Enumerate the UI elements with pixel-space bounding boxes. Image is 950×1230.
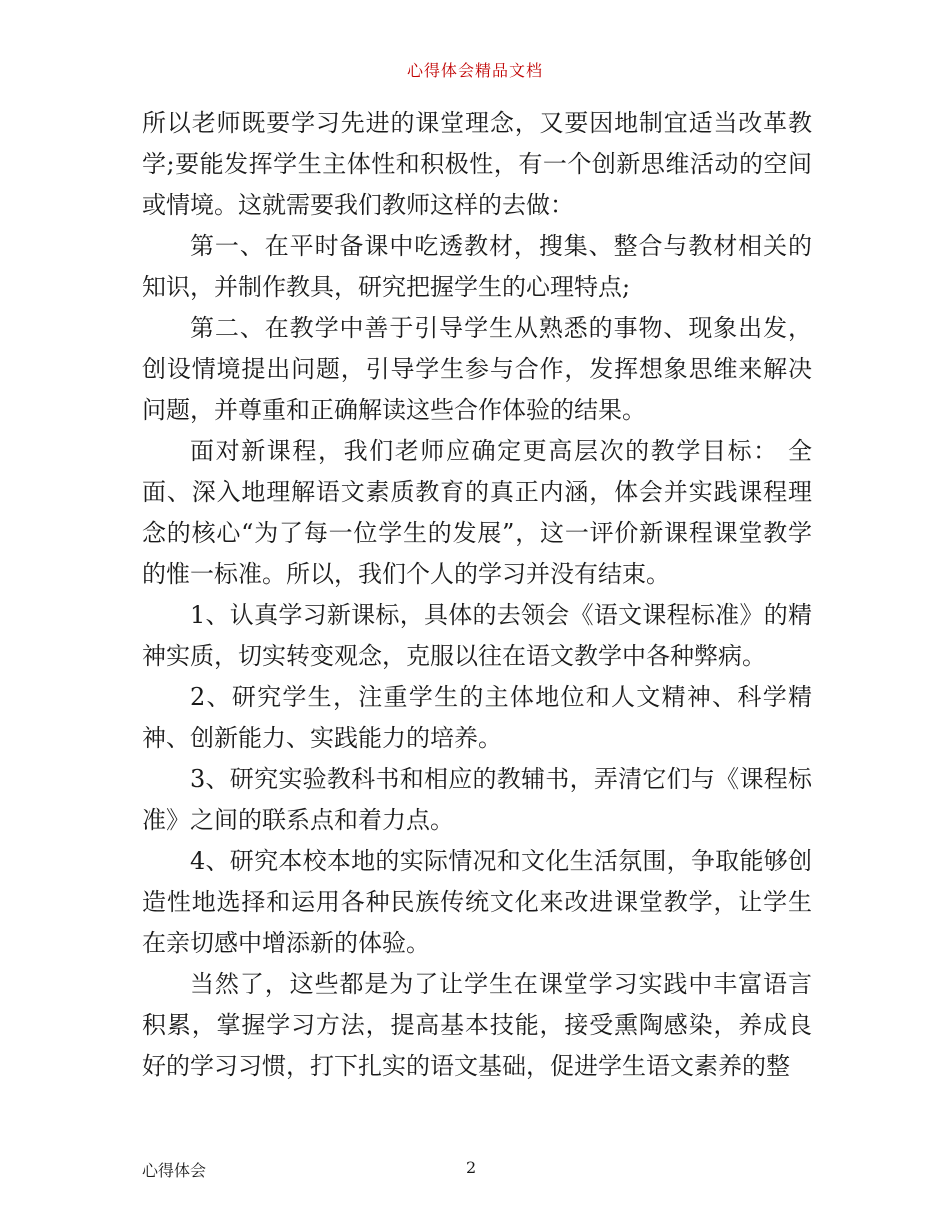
- paragraph: 当然了，这些都是为了让学生在课堂学习实践中丰富语言积累，掌握学习方法，提高基本技能，接受熏陶感染，养成良好的学习习惯，打下扎实的语文基础，促进学生语文素养的整: [142, 970, 812, 1080]
- document-body: [142, 103, 812, 1087]
- footer-label: 心得体会: [142, 1161, 207, 1180]
- page-number: 2: [466, 1158, 477, 1177]
- paragraph: 第二、在教学中善于引导学生从熟悉的事物、现象出发，创设情境提出问题，引导学生参与合作，发挥想象思维来解决问题，并尊重和正确解读这些合作体验的结果。: [142, 314, 812, 424]
- page-header-title: 心得体会精品文档: [406, 61, 543, 80]
- paragraph: 所以老师既要学习先进的课堂理念，又要因地制宜适当改革教学;要能发挥学生主体性和积极性，有一个创新思维活动的空间或情境。这就需要我们教师这样的去做：: [142, 109, 812, 219]
- paragraph: 面对新课程，我们老师应确定更高层次的教学目标： 全面、深入地理解语文素质教育的真正内涵，体会并实践课程理念的核心“为了每一位学生的发展”，这一评价新课程课堂教学的惟一标准。所以，我们个人的学习并没有结束。: [142, 437, 812, 588]
- paragraph: 4、研究本校本地的实际情况和文化生活氛围，争取能够创造性地选择和运用各种民族传统文化来改进课堂教学，让学生在亲切感中增添新的体验。: [142, 847, 812, 957]
- paragraph: 第一、在平时备课中吃透教材，搜集、整合与教材相关的知识，并制作教具，研究把握学生的心理特点;: [142, 232, 812, 301]
- paragraph: 1、认真学习新课标，具体的去领会《语文课程标准》的精神实质，切实转变观念，克服以往在语文教学中各种弊病。: [142, 601, 812, 670]
- paragraph: 3、研究实验教科书和相应的教辅书，弄清它们与《课程标准》之间的联系点和着力点。: [142, 765, 812, 834]
- paragraph: 2、研究学生，注重学生的主体地位和人文精神、科学精神、创新能力、实践能力的培养。: [142, 683, 812, 752]
